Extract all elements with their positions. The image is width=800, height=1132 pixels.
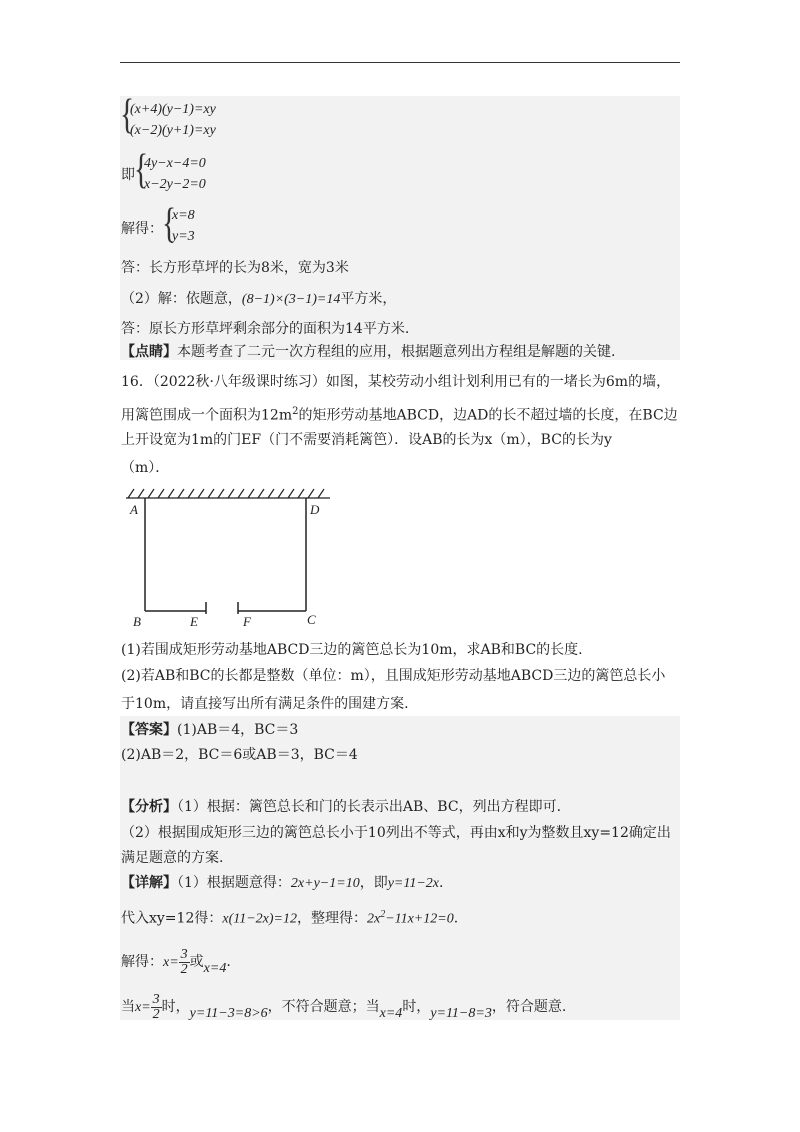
detail-l3-x: x= xyxy=(163,955,179,970)
detail-l4-when: 时， xyxy=(161,999,190,1015)
problem-line-2b: 的矩形劳动基地ABCD，边AD的长不超过墙的长度，在BC边 xyxy=(298,407,678,424)
detail-l1-equation-2: y=11−2x xyxy=(387,876,439,891)
detail-l1-end: . xyxy=(439,875,444,891)
detail-l1-text: （1）根据题意得： xyxy=(177,875,291,891)
ji-prefix: 即 xyxy=(121,167,135,183)
problem-line-2-sup: 2 xyxy=(292,406,299,417)
solve-prefix: 解得： xyxy=(121,221,163,237)
detail-l4-not-ok: ，不符合题意；当 xyxy=(267,999,380,1015)
analysis-line-1 xyxy=(121,797,561,817)
detail-l4-x2: x=4 xyxy=(379,1006,403,1021)
system2-brace: { xyxy=(134,147,149,193)
fraction-num-2: 3 xyxy=(152,991,160,1007)
part2-suffix: 平方米， xyxy=(340,291,397,307)
fraction-three-halves xyxy=(179,948,190,977)
detail-l2-text: 代入xy=12得： xyxy=(121,910,223,927)
answer-line-1 xyxy=(121,720,298,740)
detail-line-1 xyxy=(121,873,443,894)
answer-line-2: (2)AB＝2，BC＝6或AB＝3，BC＝4 xyxy=(121,747,358,763)
solution-x: x=8 xyxy=(172,208,195,223)
system1-brace: { xyxy=(120,92,135,138)
system1-eq1: (x+4)(y−1)=xy xyxy=(130,102,216,117)
fraction-num: 3 xyxy=(180,946,188,962)
detail-l3-or: 或 xyxy=(189,954,204,970)
wall-line xyxy=(126,489,330,498)
detail-l2-equation-2b: −11x+12=0 xyxy=(385,911,454,927)
detail-l3-x2: x=4 xyxy=(203,961,227,976)
analysis-line-2: （2）根据围成矩形三边的篱笆总长小于10列出不等式，再由x和y为整数且xy=12确定出 xyxy=(121,825,671,841)
detail-l3-text: 解得： xyxy=(121,954,163,970)
label-b: B xyxy=(133,614,141,629)
label-d: D xyxy=(310,502,320,517)
detail-l4-equation-2: y=11−8=3 xyxy=(430,1006,492,1021)
detail-l4-when-2: 时， xyxy=(402,999,431,1015)
label-e: E xyxy=(190,614,198,629)
answer-line-2: 答：原长方形草坪剩余部分的面积为14平方米. xyxy=(121,321,410,337)
detail-l2-equation: x(11−2x)=12 xyxy=(222,911,297,927)
fraction-three-halves-2 xyxy=(151,993,162,1022)
detail-l2-end: . xyxy=(453,910,459,927)
analysis-line-3: 满足题意的方案. xyxy=(121,850,224,866)
detail-l2-sup: 2 xyxy=(380,909,386,920)
detail-l4-text: 当 xyxy=(121,999,135,1015)
detail-l2-mid: ，整理得： xyxy=(296,910,367,927)
detail-tag: 【详解】 xyxy=(121,875,177,891)
problem-line-4: （m）． xyxy=(121,460,170,476)
detail-l4-x: x= xyxy=(135,1000,151,1015)
fraction-den: 2 xyxy=(180,961,188,977)
system2-eq1: 4y−x−4=0 xyxy=(144,156,206,171)
answer-text-1: (1)AB＝4，BC＝3 xyxy=(177,722,299,738)
answer-tag: 【答案】 xyxy=(121,722,177,738)
detail-l4-equation: y=11−3=8>6 xyxy=(189,1006,268,1021)
question-1: (1)若围成矩形劳动基地ABCD三边的篱笆总长为10m，求AB和BC的长度. xyxy=(121,642,583,658)
problem-line-3: 上开设宽为1m的门EF（门不需要消耗篱笆）．设AB的长为x（m），BC的长为y xyxy=(121,432,612,448)
part2-prefix: （2）解：依题意， xyxy=(121,291,242,307)
label-a: A xyxy=(130,502,138,517)
detail-l3-end: . xyxy=(226,954,231,970)
label-f: F xyxy=(243,614,251,629)
detail-line-3 xyxy=(121,945,231,980)
system1-eq2: (x−2)(y+1)=xy xyxy=(130,123,216,138)
fraction-den-2: 2 xyxy=(152,1006,160,1022)
analysis-tag: 【分析】 xyxy=(121,799,177,815)
detail-line-4 xyxy=(121,990,566,1025)
answer-line-1: 答：长方形草坪的长为8米，宽为3米 xyxy=(121,260,349,276)
part2-expression: (8−1)×(3−1)=14 xyxy=(241,292,341,307)
system2-eq2: x−2y−2=0 xyxy=(144,177,206,192)
solution-brace: { xyxy=(162,201,177,247)
solution-y: y=3 xyxy=(172,229,195,244)
label-c: C xyxy=(307,612,316,627)
detail-line-2 xyxy=(121,905,458,930)
detail-l4-ok: ，符合题意. xyxy=(491,999,567,1015)
problem-line-1: 16．（2022秋·八年级课时练习）如图，某校劳动小组计划利用已有的一堵长为6m的墙， xyxy=(121,374,671,390)
comment-text: 本题考查了二元一次方程组的应用，根据题意列出方程组是解题的关键. xyxy=(177,344,616,360)
fence-lines xyxy=(145,498,306,614)
detail-l1-equation: 2x+y−1=10 xyxy=(290,876,360,891)
analysis-text-1: （1）根据：篱笆总长和门的长表示出AB、BC，列出方程即可. xyxy=(177,799,562,815)
comment-tag: 【点睛】 xyxy=(121,344,177,360)
detail-l2-equation-2a: 2x xyxy=(366,911,381,927)
detail-l1-mid: ，即 xyxy=(359,875,388,891)
question-2-line-1: (2)若AB和BC的长都是整数（单位：m），且围成矩形劳动基地ABCD三边的篱笆总长小 xyxy=(121,668,666,684)
question-2-line-2: 于10m，请直接写出所有满足条件的围建方案. xyxy=(121,696,409,712)
problem-line-2a: 用篱笆围成一个面积为12m xyxy=(121,407,293,424)
